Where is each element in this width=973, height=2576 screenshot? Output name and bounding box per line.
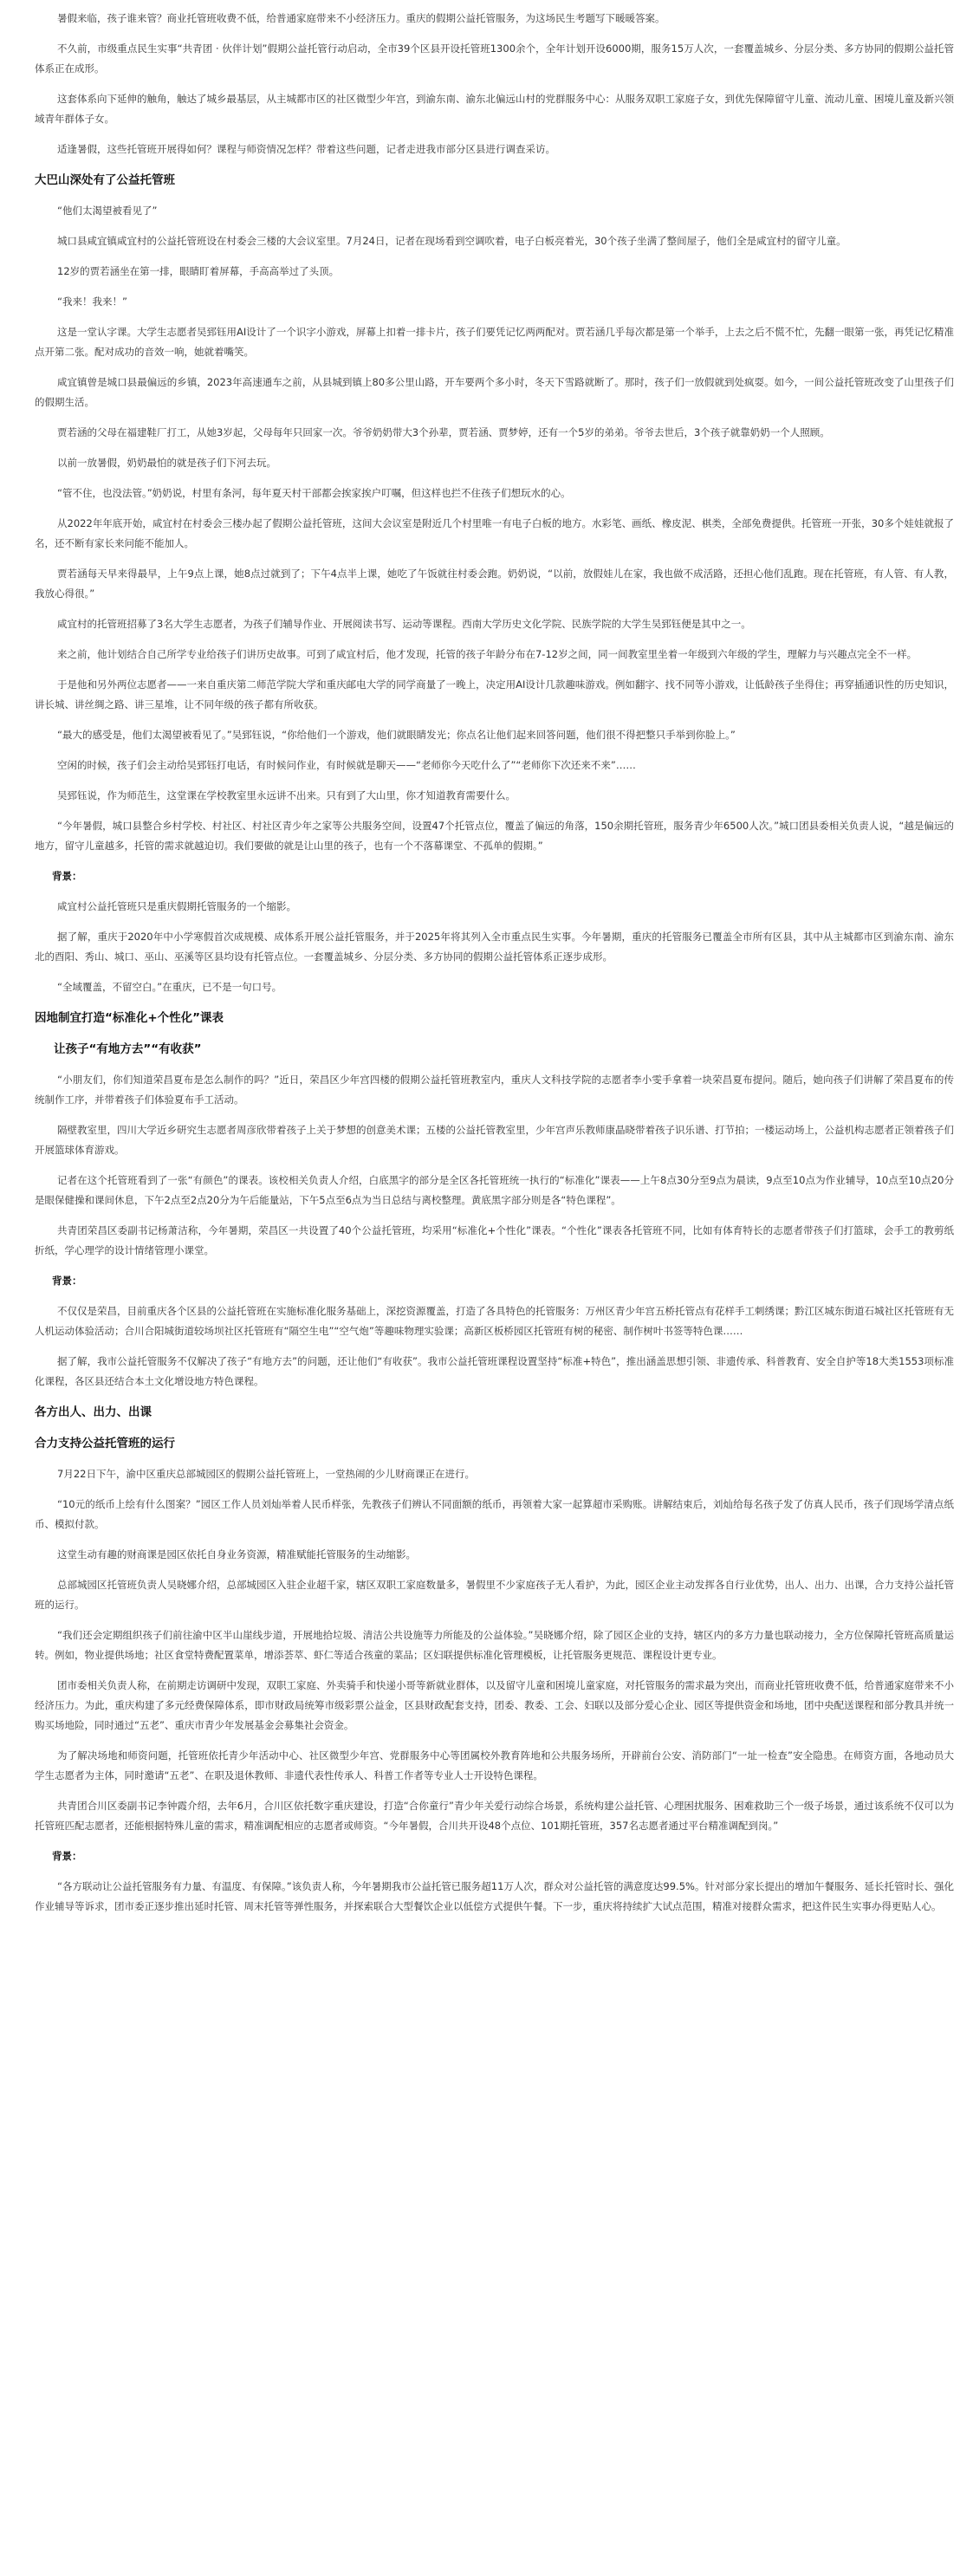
paragraph: “最大的感受是，他们太渴望被看见了。”吴郅钰说，“你给他们一个游戏，他们就眼睛发光；你点名让他们起来回答问题，他们很不得把整只手举到你脸上。”: [57, 729, 736, 741]
paragraph: 不仅仅是荣昌，目前重庆各个区县的公益托管班在实施标准化服务基础上，深挖资源覆盖，打造了各具特色的托管服务：万州区青少年宫五桥托管点有花样手工刺绣课；黔江区城东街道石城社区托管班有无人机运动体验活动；合川合阳城街道较场坝社区托管班有“隔空生电”“空气炮”等趣味物理实验课；高新区板桥园区托管班有树的秘密、制作树叶书签等特色课……: [35, 1305, 954, 1337]
paragraph: 贾若涵每天早来得最早，上午9点上课，她8点过就到了；下午4点半上课，她吃了午饭就往村委会跑。奶奶说，“以前，放假娃儿在家，我也做不成活路，还担心他们乱跑。现在托管班，有人管、有人教，我放心得很。”: [35, 568, 954, 600]
background-label: 背景：: [52, 1850, 82, 1862]
paragraph: “各方联动让公益托管服务有力量、有温度、有保障。”该负责人称，今年暑期我市公益托管已服务超11万人次，群众对公益托管的满意度达99.5%。针对部分家长提出的增加午餐服务、延长托管时长、强化作业辅导等诉求，团市委正逐步推出延时托管、周末托管等弹性服务，并探索联合大型餐饮企业以低偿方式提供午餐。下一步，重庆将持续扩大试点范围，精准对接群众需求，把这件民生实事办得更贴人心。: [35, 1880, 954, 1912]
paragraph: 共青团荣昌区委副书记杨萧洁称，今年暑期，荣昌区一共设置了40个公益托管班，均采用“标准化+个性化”课表。“个性化”课表各托管班不同，比如有体育特长的志愿者带孩子们打篮球，会手工的教剪纸折纸，学心理学的设计情绪管理小课堂。: [35, 1224, 954, 1256]
paragraph: 来之前，他计划结合自己所学专业给孩子们讲历史故事。可到了咸宜村后，他才发现，托管的孩子年龄分布在7-12岁之间，同一间教室里坐着一年级到六年级的学生，理解力与兴趣点完全不一样。: [57, 648, 918, 660]
paragraph: 咸宜镇曾是城口县最偏远的乡镇，2023年高速通车之前，从县城到镇上80多公里山路，开车要两个多小时，冬天下雪路就断了。那时，孩子们一放假就到处疯耍。如今，一间公益托管班改变了山里孩子们的假期生活。: [35, 376, 954, 408]
paragraph: 记者在这个托管班看到了一张“有颜色”的课表。该校相关负责人介绍，白底黑字的部分是全区各托管班统一执行的“标准化”课表——上午8点30分至9点为晨读，9点至10点为作业辅导，10点至10点20分是眼保健操和课间休息，下午2点至2点20分为午后能量站，下午5点至6点为当日总结与离校整理。黄底黑字部分则是各“特色课程”。: [35, 1174, 954, 1206]
paragraph: “管不住，也没法管。”奶奶说，村里有条河，每年夏天村干部都会挨家挨户叮嘱，但这样也拦不住孩子们想玩水的心。: [57, 487, 571, 499]
paragraph: 以前一放暑假，奶奶最怕的就是孩子们下河去玩。: [57, 457, 276, 469]
paragraph: “小朋友们，你们知道荣昌夏布是怎么制作的吗？”近日，荣昌区少年宫四楼的假期公益托管班教室内，重庆人文科技学院的志愿者李小雯手拿着一块荣昌夏布提问。随后，她向孩子们讲解了荣昌夏布的传统制作工序，并带着孩子们体验夏布手工活动。: [35, 1074, 954, 1106]
paragraph: 共青团合川区委副书记李钟霞介绍，去年6月，合川区依托数字重庆建设，打造“合你童行”青少年关爱行动综合场景，系统构建公益托管、心理困扰服务、困难救助三个一级子场景，通过该系统不仅可以为托管班匹配志愿者，还能根据特殊儿童的需求，精准调配相应的志愿者或师资。“今年暑假，合川共开设48个点位、101期托管班，357名志愿者通过平台精准调配到岗。”: [35, 1800, 954, 1832]
section-heading: 各方出人、出力、出课: [35, 1405, 152, 1419]
paragraph: 咸宜村公益托管班只是重庆假期托管服务的一个缩影。: [57, 900, 296, 912]
paragraph: 这堂生动有趣的财商课是园区依托自身业务资源，精准赋能托管服务的生动缩影。: [57, 1548, 416, 1561]
paragraph: 据了解，我市公益托管服务不仅解决了孩子“有地方去”的问题，还让他们“有收获”。我市公益托管班课程设置坚持“标准+特色”，推出涵盖思想引领、非遗传承、科普教育、安全自护等18大类1553项标准化课程，各区县还结合本土文化增设地方特色课程。: [35, 1355, 954, 1387]
paragraph: “全域覆盖，不留空白。”在重庆，已不是一句口号。: [57, 981, 282, 993]
paragraph: 适逢暑假，这些托管班开展得如何？课程与师资情况怎样？带着这些问题，记者走进我市部分区县进行调查采访。: [57, 143, 555, 155]
paragraph: 咸宜村的托管班招募了3名大学生志愿者，为孩子们辅导作业、开展阅读书写、运动等课程。西南大学历史文化学院、民族学院的大学生吴郅钰便是其中之一。: [57, 618, 751, 630]
section-subheading: 让孩子“有地方去”“有收获”: [54, 1042, 202, 1056]
paragraph: 暑假来临，孩子谁来管？商业托管班收费不低，给普通家庭带来不小经济压力。重庆的假期公益托管服务，为这场民生考题写下暖暖答案。: [57, 12, 665, 24]
paragraph: 团市委相关负责人称，在前期走访调研中发现，双职工家庭、外卖骑手和快递小哥等新就业群体，以及留守儿童和困境儿童家庭，对托管服务的需求最为突出，而商业托管班收费不低，给普通家庭带来不小经济压力。为此，重庆构建了多元经费保障体系，即市财政局统筹市级彩票公益金，区县财政配套支持，团委、教委、工会、妇联以及部分爱心企业、园区等提供资金和场地，团中央配送课程和部分教具并统一购买场地险，同时通过“五老”、重庆市青少年发展基金会募集社会资金。: [35, 1679, 954, 1731]
paragraph: 吴郅钰说，作为师范生，这堂课在学校教室里永远讲不出来。只有到了大山里，你才知道教育需要什么。: [57, 789, 516, 801]
paragraph: 不久前，市级重点民生实事“共青团 · 伙伴计划”假期公益托管行动启动，全市39个区县开设托管班1300余个，全年计划开设6000期，服务15万人次，一套覆盖城乡、分层分类、多方协同的假期公益托管体系正在成形。: [35, 42, 954, 75]
paragraph: 12岁的贾若涵坐在第一排，眼睛盯着屏幕，手高高举过了头顶。: [57, 265, 340, 277]
paragraph: “我来！我来！”: [57, 295, 127, 308]
section-heading: 因地制宜打造“标准化+个性化”课表: [35, 1011, 224, 1025]
paragraph: “今年暑假，城口县整合乡村学校、村社区、村社区青少年之家等公共服务空间，设置47个托管点位，覆盖了偏远的角落，150余期托管班，服务青少年6500人次。”城口团县委相关负责人说，“越是偏远的地方，留守儿童越多，托管的需求就越迫切。我们要做的就是让山里的孩子，也有一个不落幕课堂、不孤单的假期。”: [35, 820, 954, 852]
section-heading: 大巴山深处有了公益托管班: [35, 173, 175, 187]
paragraph: 7月22日下午，渝中区重庆总部城园区的假期公益托管班上，一堂热闹的少儿财商课正在进行。: [57, 1468, 475, 1480]
paragraph: 这是一堂认字课。大学生志愿者吴郅钰用AI设计了一个识字小游戏，屏幕上扣着一排卡片，孩子们要凭记忆两两配对。贾若涵几乎每次都是第一个举手，上去之后不慌不忙，先翻一眼第一张，再凭记忆精准点开第二张。配对成功的音效一响，她就着嘴笑。: [35, 326, 954, 358]
paragraph: 从2022年年底开始，咸宜村在村委会三楼办起了假期公益托管班，这间大会议室是附近几个村里唯一有电子白板的地方。水彩笔、画纸、橡皮泥、棋类，全部免费提供。托管班一开张，30多个娃娃就报了名，还不断有家长来问能不能加人。: [35, 517, 954, 549]
paragraph: 城口县咸宜镇咸宜村的公益托管班设在村委会三楼的大会议室里。7月24日，记者在现场看到空调吹着，电子白板亮着光，30个孩子坐满了整间屋子，他们全是咸宜村的留守儿童。: [57, 235, 847, 247]
paragraph: 隔壁教室里，四川大学近乡研究生志愿者周彦欣带着孩子上关于梦想的创意美术课；五楼的公益托管教室里，少年宫声乐教师康晶晓带着孩子识乐谱、打节拍；一楼运动场上，公益机构志愿者正领着孩子们开展篮球体育游戏。: [35, 1124, 954, 1156]
paragraph: 空闲的时候，孩子们会主动给吴郅钰打电话，有时候问作业，有时候就是聊天——“老师你今天吃什么了”“老师你下次还来不来”……: [57, 759, 636, 771]
paragraph: 总部城园区托管班负责人吴晓娜介绍，总部城园区入驻企业超千家，辖区双职工家庭数量多，暑假里不少家庭孩子无人看护，为此，园区企业主动发挥各自行业优势，出人、出力、出课，合力支持公益托管班的运行。: [35, 1579, 954, 1611]
background-label: 背景：: [52, 870, 82, 882]
paragraph: “他们太渴望被看见了”: [57, 204, 158, 217]
background-label: 背景：: [52, 1275, 82, 1287]
paragraph: 贾若涵的父母在福建鞋厂打工，从她3岁起，父母每年只回家一次。爷爷奶奶带大3个孙辈，贾若涵、贾梦婷，还有一个5岁的弟弟。爷爷去世后，3个孩子就靠奶奶一个人照顾。: [57, 426, 830, 438]
paragraph: 为了解决场地和师资问题，托管班依托青少年活动中心、社区微型少年宫、党群服务中心等团属校外教育阵地和公共服务场所，开辟前台公安、消防部门“一址一检查”安全隐患。在师资方面，各地动员大学生志愿者为主体，同时邀请“五老”、在职及退休教师、非遗代表性传承人、科普工作者等专业人士开设特色课程。: [35, 1749, 954, 1781]
paragraph: “10元的纸币上绘有什么图案？”园区工作人员刘灿举着人民币样张，先教孩子们辨认不同面额的纸币，再领着大家一起算超市采购账。讲解结束后，刘灿给每名孩子发了仿真人民币，孩子们现场学清点纸币、模拟付款。: [35, 1498, 954, 1530]
paragraph: 据了解，重庆于2020年中小学寒假首次成规模、成体系开展公益托管服务，并于2025年将其列入全市重点民生实事。今年暑期，重庆的托管服务已覆盖全市所有区县，其中从主城都市区到渝东南、渝东北的酉阳、秀山、城口、巫山、巫溪等区县均设有托管点位。一套覆盖城乡、分层分类、多方协同的假期公益托管体系正逐步成形。: [35, 931, 954, 963]
paragraph: 于是他和另外两位志愿者——一来自重庆第二师范学院大学和重庆邮电大学的同学商量了一晚上，决定用AI设计几款趣味游戏。例如翻字、找不同等小游戏，让低龄孩子坐得住；再穿插通识性的历史知识，讲长城、讲丝绸之路、讲三星堆，让不同年级的孩子都有所收获。: [35, 678, 954, 711]
section-heading: 合力支持公益托管班的运行: [35, 1437, 175, 1450]
paragraph: “我们还会定期组织孩子们前往渝中区半山崖线步道，开展地拾垃圾、清洁公共设施等力所能及的公益体验。”吴晓娜介绍，除了园区企业的支持，辖区内的多方力量也联动接力，全方位保障托管班高质量运转。例如，物业提供场地；社区食堂特费配置菜单，增添荟萃、虾仁等适合孩童的菜品；区妇联提供标准化管理模板，让托管服务更规范、课程设计更专业。: [35, 1629, 954, 1661]
paragraph: 这套体系向下延伸的触角，触达了城乡最基层，从主城都市区的社区微型少年宫，到渝东南、渝东北偏远山村的党群服务中心：从服务双职工家庭子女，到优先保障留守儿童、流动儿童、困境儿童及新兴领域青年群体子女。: [35, 93, 954, 125]
